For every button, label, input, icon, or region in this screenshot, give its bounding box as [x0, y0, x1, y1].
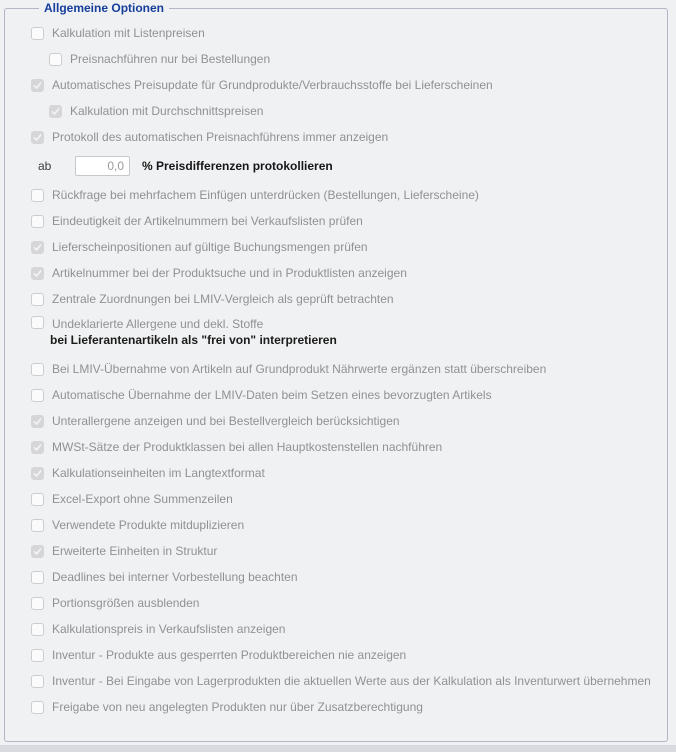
option-row [49, 46, 661, 72]
checkbox[interactable] [31, 675, 44, 688]
checkbox[interactable] [31, 441, 44, 454]
option-label: Kalkulationspreis in Verkaufslisten anzeigen [52, 622, 286, 636]
checkbox[interactable] [49, 105, 62, 118]
checkbox[interactable] [31, 215, 44, 228]
threshold-prefix-label: ab [38, 159, 52, 173]
option-row [31, 668, 661, 694]
option-row [31, 260, 661, 286]
check-icon [50, 106, 61, 117]
option-row [31, 460, 661, 486]
option-row [31, 286, 661, 312]
checkbox[interactable] [31, 649, 44, 662]
check-icon [32, 268, 43, 279]
option-label: Protokoll des automatischen Preisnachführens immer anzeigen [52, 130, 389, 144]
option-label: Verwendete Produkte mitduplizieren [52, 518, 245, 532]
option-label: Bei LMIV-Übernahme von Artikeln auf Grundprodukt Nährwerte ergänzen statt überschreiben [52, 362, 547, 376]
option-label: Deadlines bei interner Vorbestellung beachten [52, 570, 298, 584]
option-row [31, 590, 661, 616]
threshold-input[interactable] [75, 156, 130, 176]
check-icon [32, 132, 43, 143]
option-label: Automatische Übernahme der LMIV-Daten beim Setzen eines bevorzugten Artikels [52, 388, 492, 402]
price-difference-threshold-row [31, 150, 661, 182]
option-row [31, 486, 661, 512]
checkbox[interactable] [31, 131, 44, 144]
option-row [31, 564, 661, 590]
option-label: Erweiterte Einheiten in Struktur [52, 544, 218, 558]
option-label: Unterallergene anzeigen und bei Bestellvergleich berücksichtigen [52, 414, 400, 428]
checkbox[interactable] [31, 597, 44, 610]
option-row [31, 312, 661, 356]
checkbox[interactable] [31, 623, 44, 636]
checkbox[interactable] [31, 293, 44, 306]
checkbox[interactable] [31, 545, 44, 558]
checkbox[interactable] [31, 316, 44, 329]
checkbox[interactable] [31, 415, 44, 428]
option-label: Rückfrage bei mehrfachem Einfügen unterdrücken (Bestellungen, Lieferscheine) [52, 188, 479, 202]
option-label: Lieferscheinpositionen auf gültige Buchungsmengen prüfen [52, 240, 368, 254]
checkbox[interactable] [31, 467, 44, 480]
allgemeine-optionen-panel [4, 1, 668, 742]
checkbox[interactable] [49, 53, 62, 66]
option-label: Inventur - Produkte aus gesperrten Produktbereichen nie anzeigen [52, 648, 407, 662]
option-row [31, 124, 661, 150]
check-icon [32, 242, 43, 253]
option-row [31, 382, 661, 408]
option-label: Kalkulation mit Listenpreisen [52, 26, 205, 40]
option-label: Excel-Export ohne Summenzeilen [52, 492, 233, 506]
check-icon [32, 468, 43, 479]
option-label: MWSt-Sätze der Produktklassen bei allen Hauptkostenstellen nachführen [52, 440, 443, 454]
checkbox[interactable] [31, 493, 44, 506]
option-row [31, 20, 661, 46]
checkbox[interactable] [31, 27, 44, 40]
checkbox[interactable] [31, 389, 44, 402]
options-list [31, 15, 661, 720]
option-label: Portionsgrößen ausblenden [52, 596, 200, 610]
option-row [31, 512, 661, 538]
option-row [49, 98, 661, 124]
option-row [31, 356, 661, 382]
option-row [31, 616, 661, 642]
threshold-suffix-label: % Preisdifferenzen protokollieren [142, 159, 333, 173]
option-label: Kalkulation mit Durchschnittspreisen [70, 104, 264, 118]
checkbox[interactable] [31, 241, 44, 254]
option-row [31, 72, 661, 98]
checkbox[interactable] [31, 79, 44, 92]
option-row [31, 182, 661, 208]
option-row [31, 434, 661, 460]
option-label: Undeklarierte Allergene und dekl. Stoffe [52, 317, 264, 331]
option-row [31, 694, 661, 720]
checkbox[interactable] [31, 519, 44, 532]
option-label: Eindeutigkeit der Artikelnummern bei Verkaufslisten prüfen [52, 214, 363, 228]
option-label: Preisnachführen nur bei Bestellungen [70, 52, 271, 66]
check-icon [32, 80, 43, 91]
check-icon [32, 442, 43, 453]
option-row [31, 408, 661, 434]
panel-title: Allgemeine Optionen [44, 1, 165, 15]
checkbox[interactable] [31, 571, 44, 584]
option-sublabel: bei Lieferantenartikeln als "frei von" interpretieren [50, 333, 337, 347]
option-label: Inventur - Bei Eingabe von Lagerprodukten die aktuellen Werte aus der Kalkulation als Inventurwert übernehmen [52, 674, 651, 688]
option-row [31, 642, 661, 668]
option-label: Automatisches Preisupdate für Grundprodukte/Verbrauchsstoffe bei Lieferscheinen [52, 78, 493, 92]
option-label: Zentrale Zuordnungen bei LMIV-Vergleich als geprüft betrachten [52, 292, 394, 306]
bottom-strip [0, 745, 676, 752]
checkbox[interactable] [31, 701, 44, 714]
option-label: Kalkulationseinheiten im Langtextformat [52, 466, 265, 480]
checkbox[interactable] [31, 189, 44, 202]
option-label: Artikelnummer bei der Produktsuche und in Produktlisten anzeigen [52, 266, 407, 280]
option-row [31, 538, 661, 564]
option-label: Freigabe von neu angelegten Produkten nur über Zusatzberechtigung [52, 700, 423, 714]
checkbox[interactable] [31, 267, 44, 280]
option-row [31, 208, 661, 234]
option-row [31, 234, 661, 260]
check-icon [32, 546, 43, 557]
checkbox[interactable] [31, 363, 44, 376]
check-icon [32, 416, 43, 427]
